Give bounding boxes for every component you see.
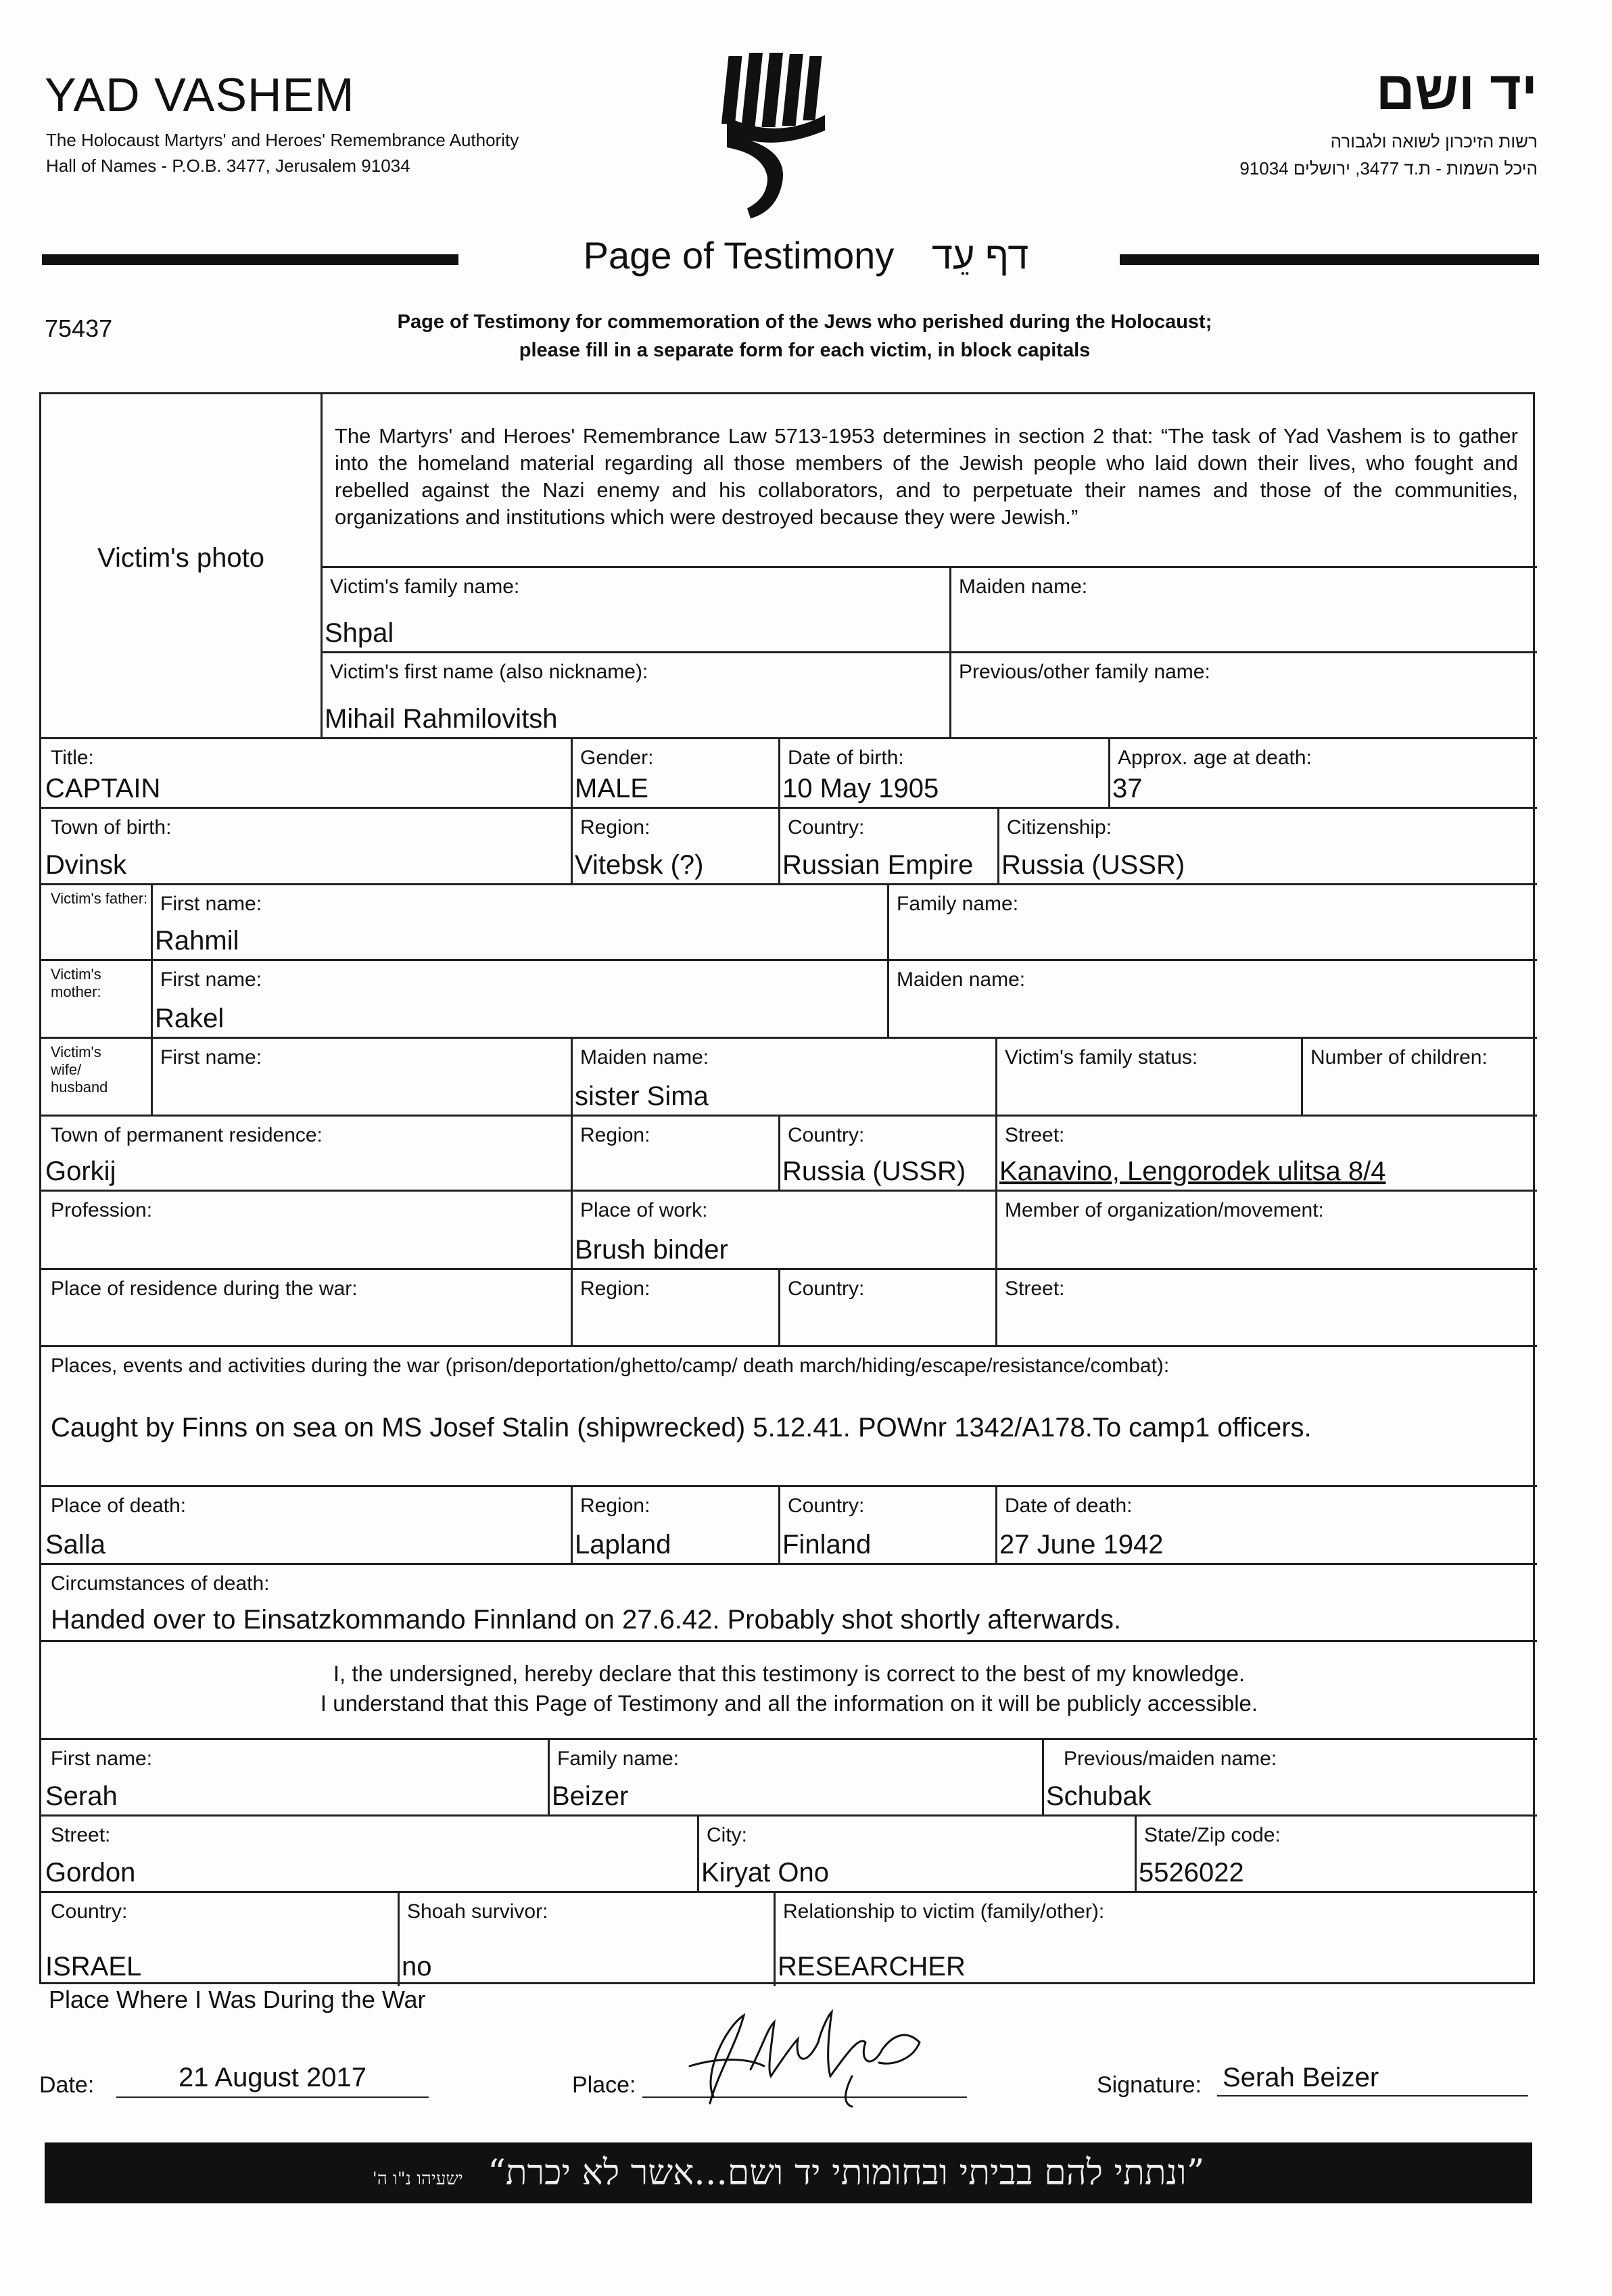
org-name-en: YAD VASHEM	[45, 68, 355, 121]
submitter-family-name-value: Beizer	[552, 1781, 629, 1811]
place-of-work-field[interactable]	[571, 1190, 997, 1270]
father-side-label: Victim's father:	[51, 890, 148, 907]
submitter-country-field[interactable]	[41, 1891, 400, 1986]
relationship-label: Relationship to victim (family/other):	[783, 1900, 1105, 1923]
victim-gender-value: MALE	[575, 774, 648, 803]
mother-first-name-value: Rakel	[155, 1004, 224, 1033]
banner-quote: ”ונתתי להם בביתי ובחומותי יד ושם...אשר לא יכרת“	[488, 2153, 1205, 2193]
submitter-prev-name-label: Previous/maiden name:	[1064, 1748, 1277, 1770]
place-of-work-value: Brush binder	[575, 1235, 728, 1265]
war-country-label: Country:	[788, 1278, 865, 1300]
birth-region-label: Region:	[580, 816, 650, 839]
date-of-death-value: 27 June 1942	[999, 1530, 1164, 1560]
circumstances-value: Handed over to Einsatzkommando Finnland on 27.6.42. Probably shot shortly afterwards.	[51, 1605, 1122, 1635]
mother-maiden-name-field[interactable]	[887, 959, 1537, 1039]
permanent-street-value: Kanavino, Lengorodek ulitsa 8/4	[999, 1156, 1386, 1186]
father-first-name-value: Rahmil	[155, 926, 239, 956]
form-number: 75437	[45, 314, 113, 342]
family-status-field[interactable]	[995, 1037, 1303, 1117]
handwritten-signature	[649, 2002, 967, 2110]
permanent-street-field[interactable]	[995, 1115, 1537, 1192]
date-label: Date:	[39, 2072, 95, 2098]
victim-dob-label: Date of birth:	[788, 747, 904, 769]
permanent-country-value: Russia (USSR)	[782, 1156, 966, 1186]
victim-maiden-name-label: Maiden name:	[959, 576, 1088, 598]
victim-first-name-value: Mihail Rahmilovitsh	[325, 704, 558, 734]
submitter-prev-name-value: Schubak	[1046, 1781, 1152, 1811]
mother-side-label: Victim's mother:	[51, 966, 101, 1000]
death-region-label: Region:	[580, 1495, 650, 1517]
submitter-first-name-value: Serah	[45, 1781, 118, 1811]
victim-family-name-value: Shpal	[325, 618, 394, 648]
title-he: דף עֵד	[931, 234, 1029, 277]
submitter-zip-value: 5526022	[1139, 1858, 1244, 1888]
spouse-side-label-box	[41, 1037, 153, 1117]
war-events-field[interactable]	[41, 1345, 1537, 1487]
date-field[interactable]	[116, 2063, 429, 2098]
date-value: 21 August 2017	[178, 2063, 367, 2092]
permanent-town-field[interactable]	[41, 1115, 573, 1192]
submitter-family-name-label: Family name:	[557, 1748, 680, 1770]
victim-age-field[interactable]	[1108, 737, 1537, 809]
spouse-maiden-name-field[interactable]	[571, 1037, 997, 1117]
law-box	[321, 394, 1537, 568]
intro-line-1: Page of Testimony for commemoration of the Jews who perished during the Holocaust;	[397, 311, 1212, 333]
signature-name: Serah Beizer	[1223, 2063, 1379, 2092]
signature-label: Signature:	[1097, 2072, 1202, 2098]
place-of-death-field[interactable]	[41, 1485, 573, 1565]
father-side-label-box	[41, 883, 153, 961]
victim-prev-family-field[interactable]	[949, 651, 1537, 739]
banner-source: ישעיהו נ"ו ה'	[372, 2169, 463, 2189]
victim-prev-family-label: Previous/other family name:	[959, 661, 1210, 683]
victim-gender-label: Gender:	[580, 747, 654, 769]
citizenship-value: Russia (USSR)	[1001, 850, 1185, 880]
mother-first-name-label: First name:	[160, 968, 262, 991]
mother-maiden-name-label: Maiden name:	[897, 968, 1026, 991]
war-country-field[interactable]	[778, 1268, 997, 1347]
victim-dob-field[interactable]	[778, 737, 1110, 809]
profession-label: Profession:	[51, 1199, 153, 1221]
place-of-work-label: Place of work:	[580, 1199, 708, 1221]
submitter-street-value: Gordon	[45, 1858, 136, 1888]
organization-field[interactable]	[995, 1190, 1537, 1270]
war-residence-field[interactable]	[41, 1268, 573, 1347]
submitter-first-name-field[interactable]	[41, 1738, 550, 1817]
permanent-street-label: Street:	[1005, 1124, 1065, 1146]
death-region-value: Lapland	[575, 1530, 671, 1560]
victim-maiden-name-field[interactable]	[949, 566, 1537, 653]
victim-first-name-field[interactable]	[321, 651, 951, 739]
town-of-birth-value: Dvinsk	[45, 850, 127, 880]
number-of-children-label: Number of children:	[1310, 1046, 1488, 1069]
father-first-name-field[interactable]	[151, 883, 889, 961]
submitter-street-field[interactable]	[41, 1814, 699, 1893]
shoah-survivor-label: Shoah survivor:	[407, 1900, 548, 1923]
submitter-country-value: ISRAEL	[45, 1952, 142, 1982]
victim-family-name-field[interactable]	[321, 566, 951, 653]
permanent-region-field[interactable]	[571, 1115, 780, 1192]
spouse-side-label: Victim's wife/ husband	[51, 1044, 108, 1096]
permanent-town-label: Town of permanent residence:	[51, 1124, 323, 1146]
submitter-city-value: Kiryat Ono	[701, 1858, 829, 1888]
submitter-zip-field[interactable]	[1135, 1814, 1537, 1893]
death-region-field[interactable]	[571, 1485, 780, 1565]
spouse-maiden-name-value: sister Sima	[575, 1081, 709, 1111]
submitter-city-label: City:	[707, 1824, 747, 1846]
war-region-label: Region:	[580, 1278, 650, 1300]
place-of-death-label: Place of death:	[51, 1495, 187, 1517]
circumstances-field[interactable]	[41, 1563, 1537, 1642]
war-street-label: Street:	[1005, 1278, 1065, 1300]
number-of-children-field[interactable]	[1301, 1037, 1537, 1117]
submitter-zip-label: State/Zip code:	[1144, 1824, 1281, 1846]
intro-line-2: please fill in a separate form for each victim, in block capitals	[519, 339, 1091, 361]
citizenship-field[interactable]	[997, 807, 1537, 885]
war-residence-label: Place of residence during the war:	[51, 1278, 358, 1300]
organization-label: Member of organization/movement:	[1005, 1199, 1324, 1221]
permanent-town-value: Gorkij	[45, 1156, 116, 1186]
place-of-death-value: Salla	[45, 1530, 105, 1560]
citizenship-label: Citizenship:	[1007, 816, 1112, 839]
war-events-label: Places, events and activities during the war (prison/deportation/ghetto/camp/ death march/hiding/escape/resistance/combat):	[51, 1355, 1170, 1377]
declaration-box	[41, 1640, 1537, 1740]
permanent-country-field[interactable]	[778, 1115, 997, 1192]
page-title	[0, 233, 1612, 277]
mother-side-label-box	[41, 959, 153, 1039]
victim-title-value: CAPTAIN	[45, 774, 161, 803]
mother-first-name-field[interactable]	[151, 959, 889, 1039]
submitter-street-label: Street:	[51, 1824, 111, 1846]
family-status-label: Victim's family status:	[1005, 1046, 1198, 1069]
victim-title-field[interactable]	[41, 737, 573, 809]
spouse-maiden-name-label: Maiden name:	[580, 1046, 709, 1069]
intro-text	[284, 308, 1325, 365]
law-text: The Martyrs' and Heroes' Remembrance Law 5713-1953 determines in section 2 that: “The task of Yad Vashem is to gather into the homeland material regarding all those members of the Jewish people who laid down their lives, who fought and rebelled against the Nazi enemy and his collaborators, and to perpetuate their names and those of the communities, organizations and institutions which were destroyed because they were Jewish.”	[335, 424, 1518, 529]
father-first-name-label: First name:	[160, 893, 262, 915]
father-family-name-field[interactable]	[887, 883, 1537, 961]
spouse-first-name-label: First name:	[160, 1046, 262, 1069]
victim-photo-box[interactable]	[41, 394, 323, 739]
title-en: Page of Testimony	[583, 234, 895, 277]
death-country-value: Finland	[782, 1530, 872, 1560]
birth-region-field[interactable]	[571, 807, 780, 885]
testimony-form	[39, 392, 1535, 1984]
birth-country-field[interactable]	[778, 807, 999, 885]
birth-country-value: Russian Empire	[782, 850, 974, 880]
declaration-line-1: I, the undersigned, hereby declare that this testimony is correct to the best of my knowledge.	[333, 1661, 1246, 1686]
org-name-he: יד ושם	[1375, 60, 1538, 120]
town-of-birth-field[interactable]	[41, 807, 573, 885]
victim-first-name-label: Victim's first name (also nickname):	[330, 661, 648, 683]
address-he: היכל השמות - ת.ד 3477, ירושלים 91034	[1239, 158, 1538, 179]
victim-gender-field[interactable]	[571, 737, 780, 809]
quote-banner	[45, 2142, 1532, 2203]
submitter-family-name-field[interactable]	[548, 1738, 1044, 1817]
victim-title-label: Title:	[51, 747, 94, 769]
victim-age-label: Approx. age at death:	[1118, 747, 1312, 769]
submitter-country-label: Country:	[51, 1900, 128, 1923]
declaration-line-2: I understand that this Page of Testimony and all the information on it will be publicly accessible.	[320, 1691, 1258, 1716]
victim-dob-value: 10 May 1905	[782, 774, 939, 803]
birth-country-label: Country:	[788, 816, 865, 839]
circumstances-label: Circumstances of death:	[51, 1572, 270, 1595]
relationship-field[interactable]	[774, 1891, 1537, 1986]
permanent-country-label: Country:	[788, 1124, 865, 1146]
submitter-prev-name-field[interactable]	[1042, 1738, 1537, 1817]
submitter-city-field[interactable]	[697, 1814, 1137, 1893]
shoah-survivor-field[interactable]	[398, 1891, 776, 1986]
profession-field[interactable]	[41, 1190, 573, 1270]
submitter-first-name-label: First name:	[51, 1748, 153, 1770]
war-place-note: Place Where I Was During the War	[49, 1986, 426, 2013]
address-en: Hall of Names - P.O.B. 3477, Jerusalem 91034	[46, 156, 410, 176]
yad-vashem-logo	[710, 53, 845, 222]
victim-age-value: 37	[1112, 774, 1143, 803]
victim-photo-label: Victim's photo	[97, 543, 264, 573]
town-of-birth-label: Town of birth:	[51, 816, 172, 839]
war-street-field[interactable]	[995, 1268, 1537, 1347]
date-of-death-label: Date of death:	[1005, 1495, 1133, 1517]
death-country-field[interactable]	[778, 1485, 997, 1565]
authority-he: רשות הזיכרון לשואה ולגבורה	[1330, 131, 1538, 151]
spouse-first-name-field[interactable]	[151, 1037, 573, 1117]
permanent-region-label: Region:	[580, 1124, 650, 1146]
date-of-death-field[interactable]	[995, 1485, 1537, 1565]
authority-en: The Holocaust Martyrs' and Heroes' Remembrance Authority	[46, 130, 519, 150]
relationship-value: RESEARCHER	[778, 1952, 966, 1982]
signature-field[interactable]	[1217, 2063, 1528, 2096]
victim-family-name-label: Victim's family name:	[330, 576, 520, 598]
war-region-field[interactable]	[571, 1268, 780, 1347]
birth-region-value: Vitebsk (?)	[575, 850, 704, 880]
shoah-survivor-value: no	[402, 1952, 432, 1982]
death-country-label: Country:	[788, 1495, 865, 1517]
place-label: Place:	[572, 2072, 636, 2098]
war-events-value: Caught by Finns on sea on MS Josef Stalin (shipwrecked) 5.12.41. POWnr 1342/A178.To camp1 officers.	[51, 1413, 1312, 1443]
father-family-name-label: Family name:	[897, 893, 1019, 915]
